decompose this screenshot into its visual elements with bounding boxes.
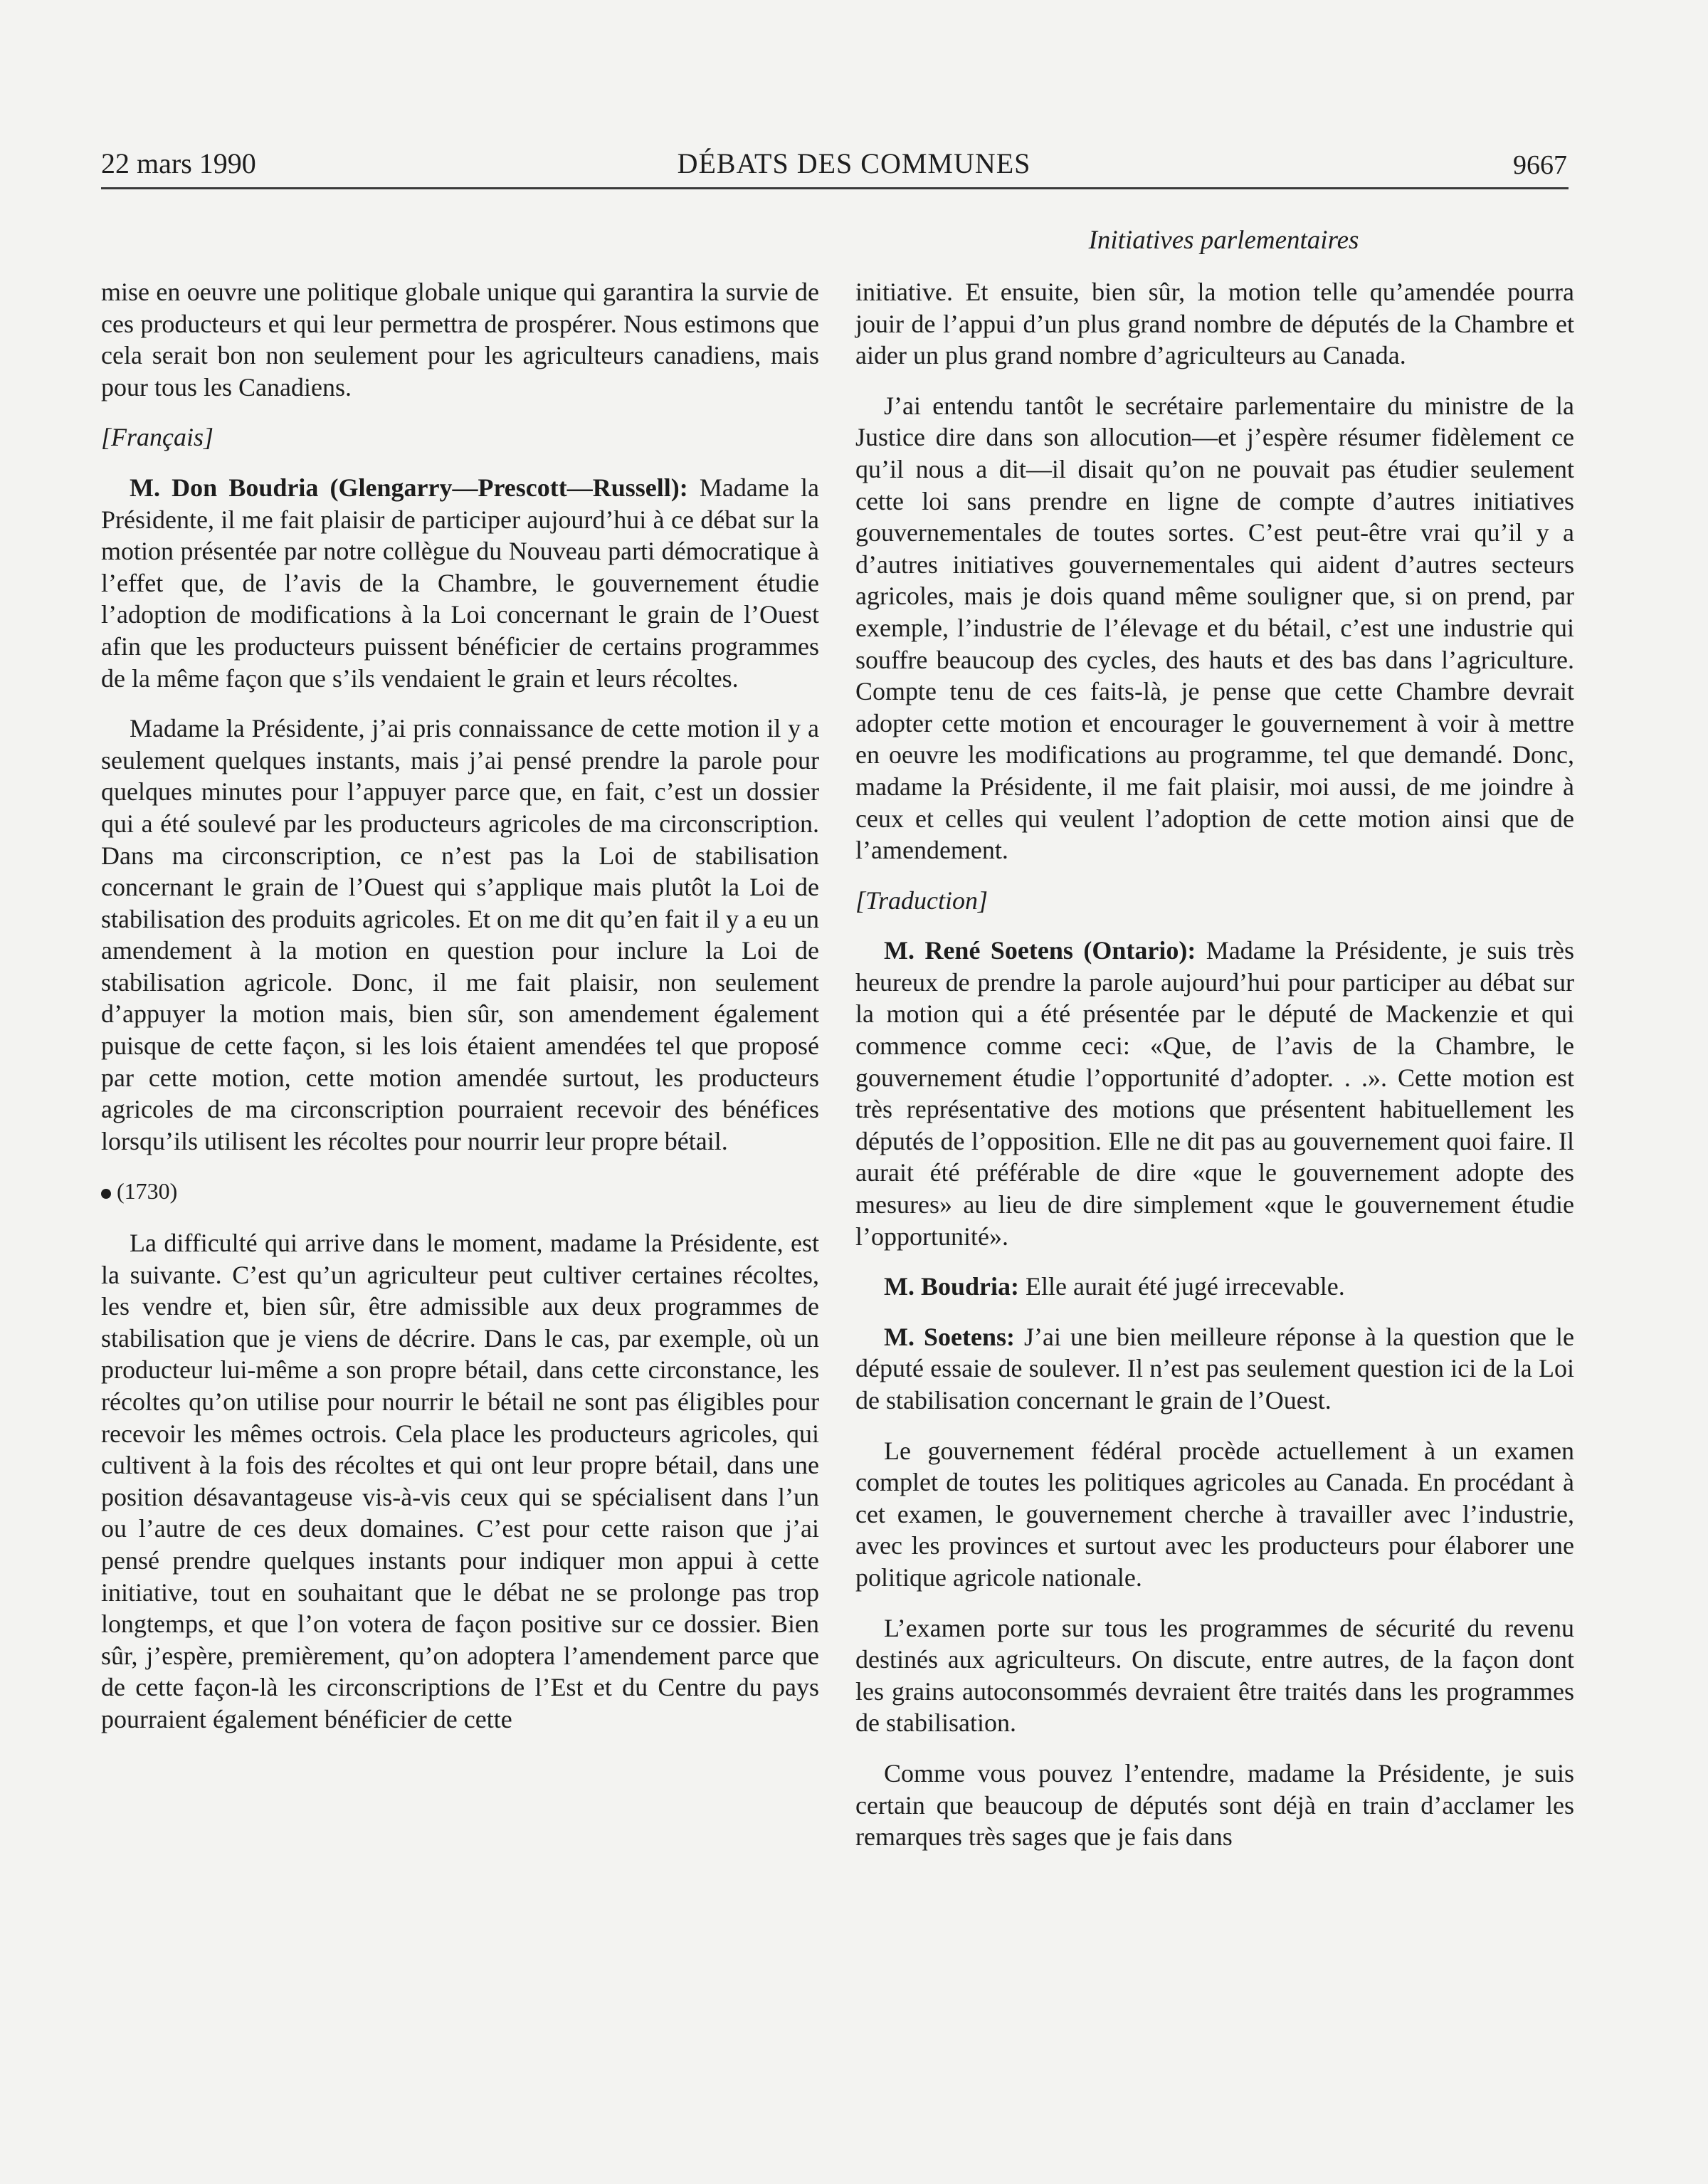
bullet-icon xyxy=(101,1189,111,1199)
paragraph: mise en oeuvre une politique globale unique qui garantira la survie de ces producteurs et qui leur permettra de prospérer. Nous estimons que cela serait bon non seulement pour les agriculteurs canadiens, mais pour tous les Canadiens. xyxy=(101,278,819,401)
speech-text: J’ai une bien meilleure réponse à la question que le député essaie de soulever. Il n’est pas seulement question ici de la Loi de stabilisation concernant le grain de l’Ouest. xyxy=(855,1322,1575,1414)
section-title: Initiatives parlementaires xyxy=(1088,226,1359,255)
paragraph: Le gouvernement fédéral procède actuellement à un examen complet de toutes les politiques agricoles au Canada. En procédant à cet examen, le gouvernement cherche à travailler avec l’industrie, avec les provinces et surtout avec les producteurs pour élaborer une politique agricole nationale. xyxy=(855,1436,1574,1592)
language-tag-text: [Traduction] xyxy=(855,886,989,915)
speaker-name: M. Don Boudria (Glengarry—Prescott—Russell): xyxy=(130,473,688,502)
speech-paragraph xyxy=(855,935,1574,1252)
language-tag-text: [Français] xyxy=(101,423,214,452)
left-column xyxy=(101,276,819,1754)
timestamp-text: (1730) xyxy=(117,1178,178,1204)
header-date: 22 mars 1990 xyxy=(101,147,256,179)
speech-paragraph xyxy=(855,1271,1574,1303)
speech-paragraph xyxy=(101,472,819,694)
paragraph: J’ai entendu tantôt le secrétaire parlementaire du ministre de la Justice dire dans son allocution—et j’espère résumer fidèlement ce qu’il nous a dit—il disait qu’on ne pouvait pas étudier seulement cette loi sans prendre en ligne de compte d’autres initiatives gouvernementales de toutes sortes. C’est peut-être vrai qu’il y a d’autres initiatives gouvernementales qui aident d’autres secteurs agricoles, mais je dois quand même souligner que, si on prend, par exemple, l’industrie de l’élevage et du bétail, c’est une industrie qui souffre beaucoup des cycles, des hauts et des bas dans l’agriculture. Compte tenu de ces faits-là, je pense que cette Chambre devrait adopter cette motion et encourager le gouvernement à voir à mettre en oeuvre les modifications au programme, tel que demandé. Donc, madame la Présidente, il me fait plaisir, moi aussi, de me joindre à ceux et celles qui veulent l’adoption de cette motion ainsi que de l’amendement. xyxy=(855,391,1574,865)
right-column xyxy=(855,276,1574,1871)
paragraph: Comme vous pouvez l’entendre, madame la Présidente, je suis certain que beaucoup de députés sont déjà en train d’acclamer les remarques très sages que je fais dans xyxy=(855,1758,1574,1852)
header-rule xyxy=(101,187,1569,189)
speech-paragraph xyxy=(855,1321,1574,1417)
speaker-name: M. René Soetens (Ontario): xyxy=(884,936,1196,965)
speech-text: Madame la Présidente, il me fait plaisir de participer aujourd’hui à ce débat sur la motion présentée par notre collègue du Nouveau parti démocratique à l’effet que, de l’avis de la Chambre, le gouvernement étudie l’adoption de modifications à la Loi concernant le grain de l’Ouest afin que les producteurs puissent bénéficier de certains programmes de la même façon que s’ils vendaient le grain et leurs récoltes. xyxy=(101,473,819,693)
speaker-name: M. Boudria: xyxy=(884,1272,1020,1301)
speech-text: Madame la Présidente, je suis très heureux de prendre la parole aujourd’hui pour participer au débat sur la motion qui a été présentée par le député de Mackenzie et qui commence comme ceci: «Que, de l’avis de la Chambre, le gouvernement étudie l’opportunité d’adopter. . .». Cette motion est très représentative des motions que présentent habituellement les députés de l’opposition. Elle ne dit pas au gouvernement quoi faire. Il aurait été préférable de dire «que le gouvernement adopte des mesures» au lieu de dire simplement «que le gouvernement étudie l’opportunité». xyxy=(855,936,1574,1251)
header-title: DÉBATS DES COMMUNES xyxy=(677,147,1031,179)
header-page-number: 9667 xyxy=(1513,150,1567,180)
paragraph: initiative. Et ensuite, bien sûr, la motion telle qu’amendée pourra jouir de l’appui d’un plus grand nombre de députés de la Chambre et aider un plus grand nombre d’agriculteurs au Canada. xyxy=(855,278,1574,370)
paragraph: L’examen porte sur tous les programmes de sécurité du revenu destinés aux agriculteurs. On discute, entre autres, de la façon dont les grains autoconsommés devraient être traités dans les programmes de stabilisation. xyxy=(855,1613,1574,1738)
timestamp xyxy=(101,1175,819,1207)
paragraph: Madame la Présidente, j’ai pris connaissance de cette motion il y a seulement quelques instants, mais j’ai pensé prendre la parole pour quelques minutes pour l’appuyer parce que, en fait, c’est un dossier qui a été soulevé par les producteurs agricoles de ma circonscription. Dans ma circonscription, ce n’est pas la Loi de stabilisation concernant le grain de l’Ouest qui s’applique mais plutôt la Loi de stabilisation des produits agricoles. Et on me dit qu’en fait il y a eu un amendement à la motion en question pour inclure la Loi de stabilisation agricole. Donc, il me fait plaisir, non seulement d’appuyer la motion mais, bien sûr, son amendement également puisque de cette façon, si les lois étaient amendées tel que proposé par cette motion, cette motion amendée surtout, les producteurs agricoles de ma circonscription pourraient recevoir des bénéfices lorsqu’ils utilisent les récoltes pour nourrir leur propre bétail. xyxy=(101,714,819,1155)
language-tag xyxy=(101,421,819,453)
language-tag xyxy=(855,885,1574,917)
speaker-name: M. Soetens: xyxy=(884,1322,1015,1351)
speech-text: Elle aurait été jugé irrecevable. xyxy=(1019,1272,1345,1301)
paragraph: La difficulté qui arrive dans le moment, madame la Présidente, est la suivante. C’est qu’un agriculteur peut cultiver certaines récoltes, les vendre et, bien sûr, être admissible aux deux programmes de stabilisation que je viens de décrire. Dans le cas, par exemple, où un producteur lui-même a son propre bétail, dans cette circonstance, les récoltes qu’on utilise pour nourrir le bétail ne sont pas éligibles pour recevoir les mêmes octrois. Cela place les producteurs agricoles, qui cultivent à la fois des récoltes et qui ont leur propre bétail, dans une position désavantageuse vis-à-vis ceux qui se spécialisent dans l’un ou l’autre de ces deux domaines. C’est pour cette raison que j’ai pensé prendre quelques instants pour indiquer mon appui à cette initiative, tout en souhaitant que le débat ne se prolonge pas trop longtemps, et que l’on votera de façon positive sur ce dossier. Bien sûr, j’espère, premièrement, qu’on adoptera l’amendement parce que de cette façon-là les circonscriptions de l’Est et du Centre du pays pourraient également bénéficier de cette xyxy=(101,1229,819,1733)
